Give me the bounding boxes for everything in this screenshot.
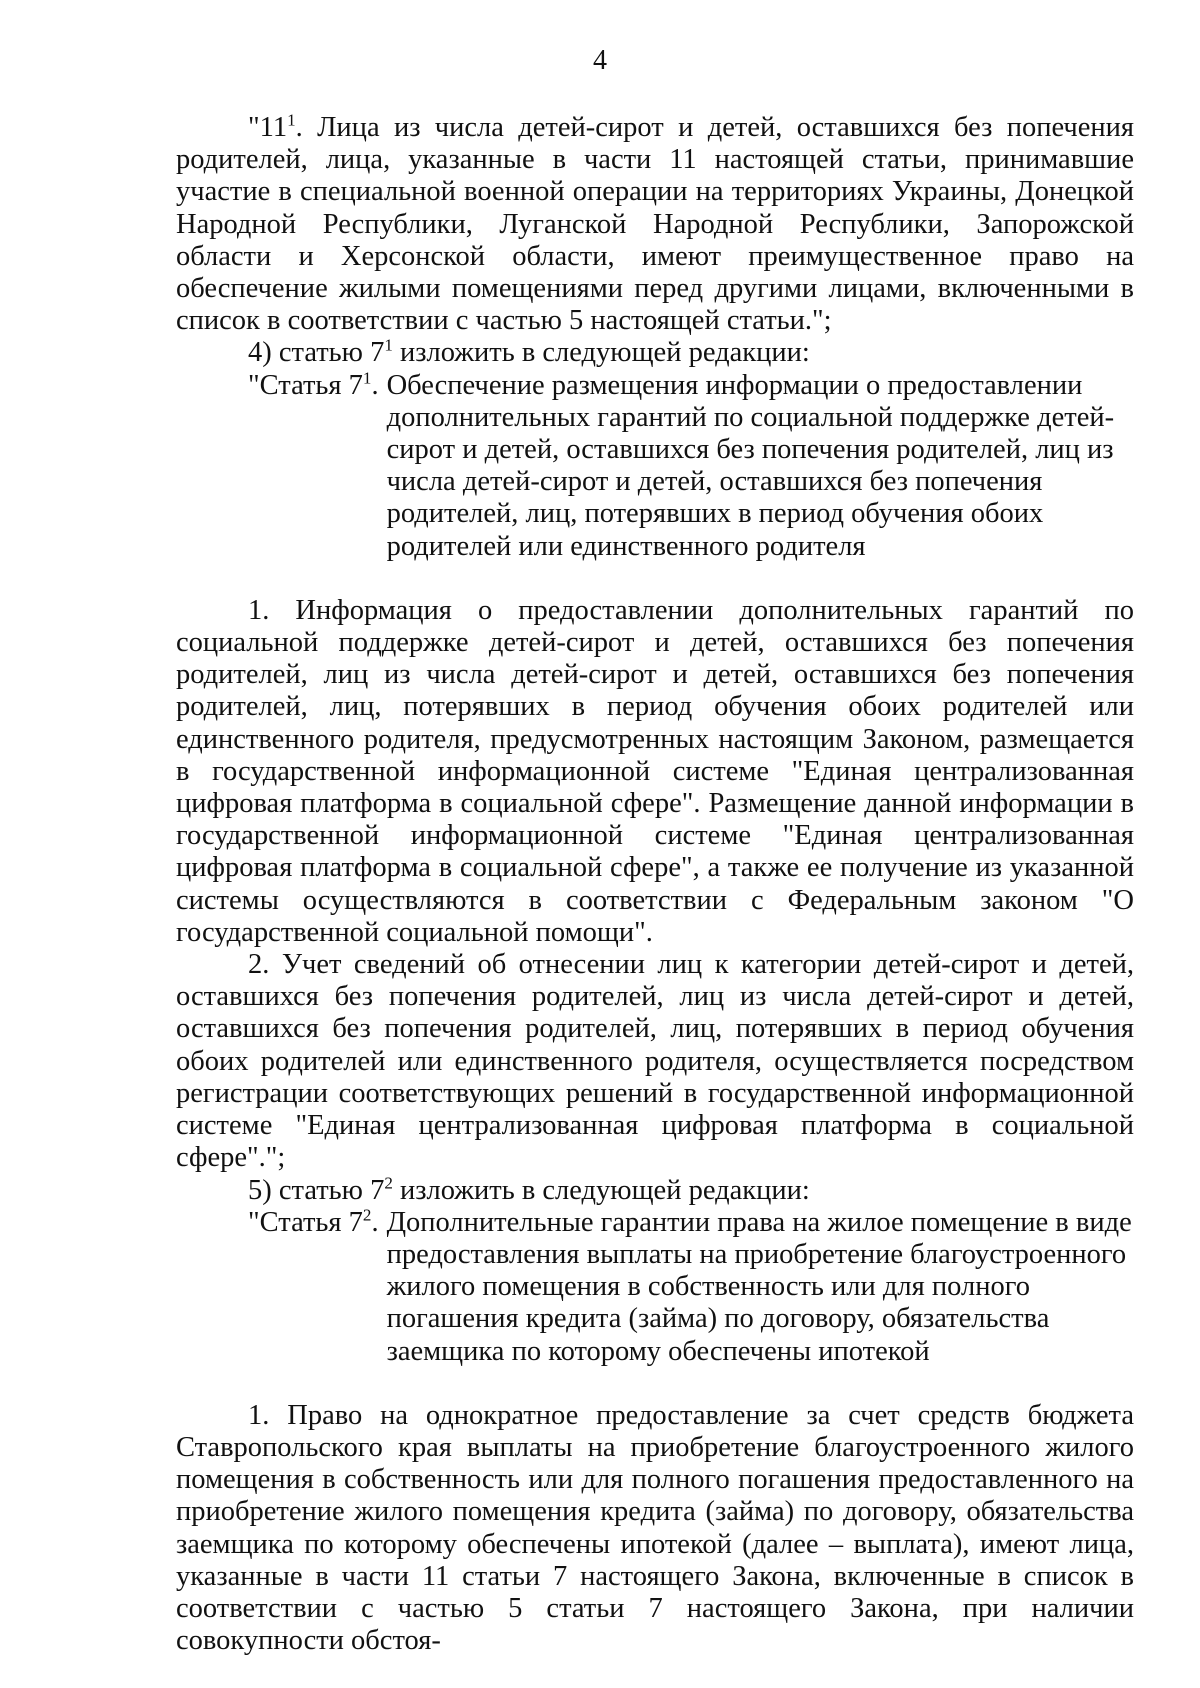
amendment-item-5: [176, 1175, 1134, 1207]
article-7-2-label-post: .: [371, 1206, 379, 1238]
amendment-item-4: [176, 337, 1134, 369]
article-7-2-title: Дополнительные гарантии права на жилое помещение в виде предоставления выплаты на приобретение благоустроенного жилого помещения в собственность или для полного погашения кредита (займа) по договору, обязательства заемщика по которому обеспечены ипотекой: [386, 1206, 1132, 1367]
article-7-2-label: [248, 1207, 387, 1239]
document-body: [176, 112, 1134, 1657]
paragraph-11-1-number: "11: [248, 112, 288, 143]
paragraph-11-1-text: . Лица из числа детей-сирот и детей, оставшихся без попечения родителей, лица, указанные в части 11 настоящей статьи, принимавшие участие в специальной военной операции на территориях Украины, Донецкой Народной Республики, Луганской Народной Республики, Запорожской области и Херсонской области, имеют преимущественное право на обеспечение жилыми помещениями перед другими лицами, включенными в список в соответствии с частью 5 настоящей статьи.";: [176, 112, 1134, 337]
amendment-item-5-pre: 5) статью 7: [248, 1174, 385, 1206]
article-7-1-paragraph-2: 2. Учет сведений об отнесении лиц к категории детей-сирот и детей, оставшихся без попечения родителей, лиц из числа детей-сирот и детей, оставшихся без попечения родителей, лиц, потерявших в период обучения обоих родителей или единственного родителя, осуществляется посредством регистрации соответствующих решений в государственной информационной системе "Единая централизованная цифровая платформа в социальной сфере".";: [176, 949, 1134, 1174]
article-7-1-heading: [176, 370, 1134, 563]
article-7-1-paragraph-1: 1. Информация о предоставлении дополнительных гарантий по социальной поддержке детей-сирот и детей, оставшихся без попечения родителей, лиц из числа детей-сирот и детей, оставшихся без попечения родителей, лиц, потерявших в период обучения обоих родителей или единственного родителя, предусмотренных настоящим Законом, размещается в государственной информационной системе "Единая централизованная цифровая платформа в социальной сфере". Размещение данной информации в государственной информационной системе "Единая централизованная цифровая платформа в социальной сфере", а также ее получение из указанной системы осуществляются в соответствии с Федеральным законом "О государственной социальной помощи".: [176, 594, 1134, 948]
article-7-2-heading: [176, 1207, 1134, 1368]
amendment-item-5-superscript: 2: [384, 1173, 393, 1192]
amendment-item-4-superscript: 1: [384, 335, 393, 355]
paragraph-11-1-superscript: 1: [287, 110, 296, 130]
article-7-2-label-superscript: 2: [362, 1205, 372, 1225]
article-7-2-label-pre: "Статья 7: [248, 1206, 363, 1238]
spacer: [176, 1368, 1134, 1400]
page-number: 4: [593, 45, 607, 76]
amendment-item-4-post: изложить в следующей редакции:: [392, 337, 810, 369]
article-7-1-label-superscript: 1: [362, 368, 372, 388]
article-7-1-label-pre: "Статья 7: [248, 369, 363, 401]
article-7-1-label: [248, 370, 387, 402]
amendment-item-4-pre: 4) статью 7: [248, 337, 385, 369]
spacer: [176, 563, 1134, 595]
article-7-1-title: Обеспечение размещения информации о предоставлении дополнительных гарантий по социальной поддержке детей-сирот и детей, оставшихся без попечения родителей, лиц из числа детей-сирот и детей, оставшихся без попечения родителей, лиц, потерявших в период обучения обоих родителей или единственного родителя: [386, 369, 1115, 562]
amendment-item-5-post: изложить в следующей редакции:: [392, 1174, 810, 1206]
article-7-2-paragraph-1: 1. Право на однократное предоставление за счет средств бюджета Ставропольского края выплаты на приобретение благоустроенного жилого помещения в собственность или для полного погашения предоставленного на приобретение жилого помещения кредита (займа) по договору, обязательства заемщика по которому обеспечены ипотекой (далее – выплата), имеют лица, указанные в части 11 статьи 7 настоящего Закона, включенные в список в соответствии с частью 5 статьи 7 настоящего Закона, при наличии совокупности обстоя-: [176, 1399, 1134, 1657]
article-7-1-label-post: .: [371, 369, 379, 401]
paragraph-11-1: [176, 112, 1134, 337]
